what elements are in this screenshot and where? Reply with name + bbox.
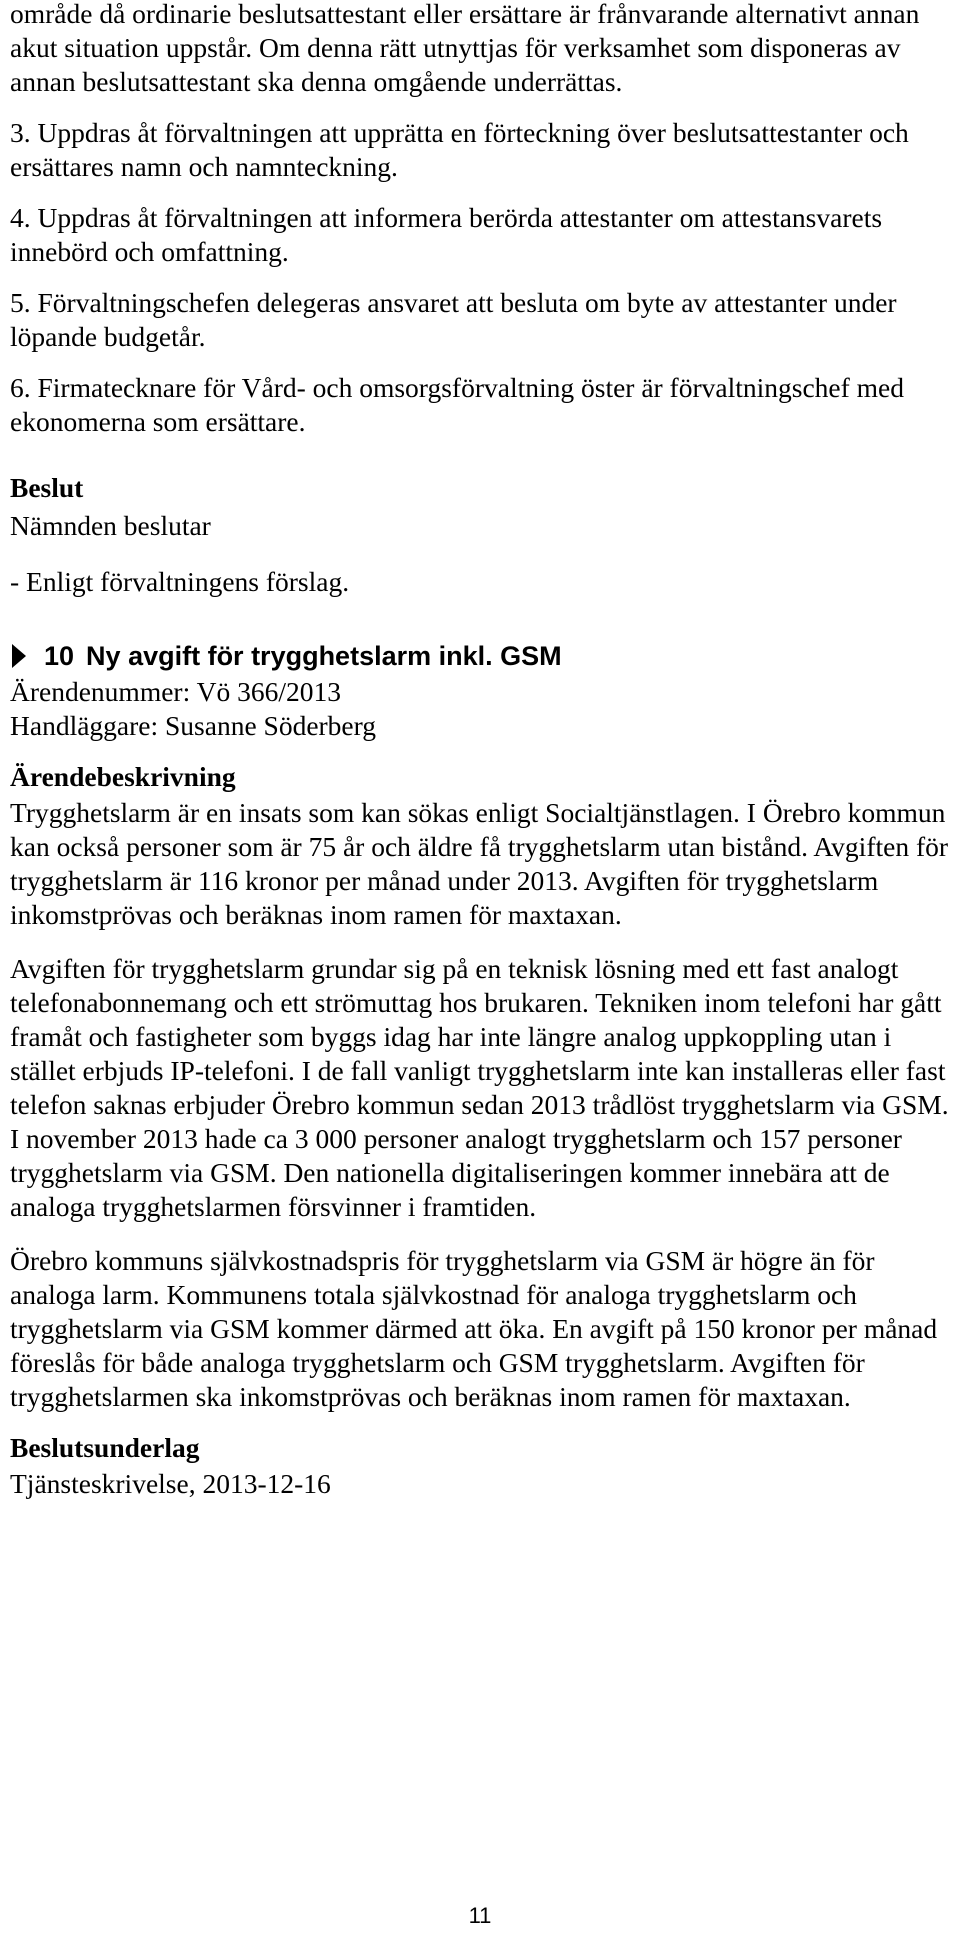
description-paragraph-2: Avgiften för trygghetslarm grundar sig på en teknisk lösning med ett fast analogt telefonabonnemang och ett strömuttag hos brukaren. Tekniken inom telefoni har gått framåt och fastigheter som byggs idag har inte längre analog uppkoppling utan i stället erbjuds IP-telefoni. I de fall vanligt trygghetslarm inte kan installeras eller fast telefon saknas erbjuder Örebro kommun sedan 2013 trådlöst trygghetslarm via GSM. I november 2013 hade ca 3 000 personer analogt trygghetslarm och 157 personer trygghetslarm via GSM. Den nationella digitaliseringen kommer innebära att de analoga trygghetslarmen försvinner i framtiden.: [10, 953, 949, 1222]
description-heading: Ärendebeskrivning: [10, 761, 236, 792]
list-item-5: 5. Förvaltningschefen delegeras ansvaret att besluta om byte av attestanter under löpande budgetår.: [10, 287, 897, 352]
section-title: [10, 639, 955, 673]
beslut-heading: Beslut: [10, 472, 84, 503]
case-handler: Handläggare: Susanne Söderberg: [10, 710, 377, 741]
section-number: 10: [44, 641, 75, 671]
list-item-3: 3. Uppdras åt förvaltningen att upprätta en förteckning över beslutsattestanter och ersättares namn och namnteckning.: [10, 117, 909, 182]
list-item-6: 6. Firmatecknare för Vård- och omsorgsförvaltning öster är förvaltningschef med ekonomerna som ersättare.: [10, 372, 904, 437]
intro-paragraph: område då ordinarie beslutsattestant eller ersättare är frånvarande alternativt annan akut situation uppstår. Om denna rätt utnyttjas för verksamhet som disponeras av annan beslutsattestant ska denna omgående underrättas.: [10, 0, 920, 97]
page-number: 11: [468, 1903, 492, 1928]
underlag-item: Tjänsteskrivelse, 2013-12-16: [10, 1468, 331, 1499]
case-number: Ärendenummer: Vö 366/2013: [10, 676, 341, 707]
list-item-4: 4. Uppdras åt förvaltningen att informera berörda attestanter om attestansvarets innebörd och omfattning.: [10, 202, 883, 267]
arrow-right-icon: [12, 644, 26, 668]
underlag-heading: Beslutsunderlag: [10, 1432, 200, 1463]
beslut-statement: Nämnden beslutar: [10, 510, 211, 541]
description-paragraph-3: Örebro kommuns självkostnadspris för trygghetslarm via GSM är högre än för analoga larm. Kommunens totala självkostnad för analoga trygghetslarm och trygghetslarm via GSM kommer därmed att öka. En avgift på 150 kronor per månad föreslås för både analoga trygghetslarm och GSM trygghetslarm. Avgiften för trygghetslarmen ska inkomstprövas och beräknas inom ramen för maxtaxan.: [10, 1245, 938, 1412]
section-title-text: Ny avgift för trygghetslarm inkl. GSM: [86, 641, 562, 671]
description-paragraph-1: Trygghetslarm är en insats som kan sökas enligt Socialtjänstlagen. I Örebro kommun kan också personer som är 75 år och äldre få trygghetslarm utan bistånd. Avgiften för trygghetslarm är 116 kronor per månad under 2013. Avgiften för trygghetslarm inkomstprövas och beräknas inom ramen för maxtaxan.: [10, 797, 949, 930]
beslut-decision: - Enligt förvaltningens förslag.: [10, 566, 350, 597]
document-content: [10, 0, 955, 1501]
